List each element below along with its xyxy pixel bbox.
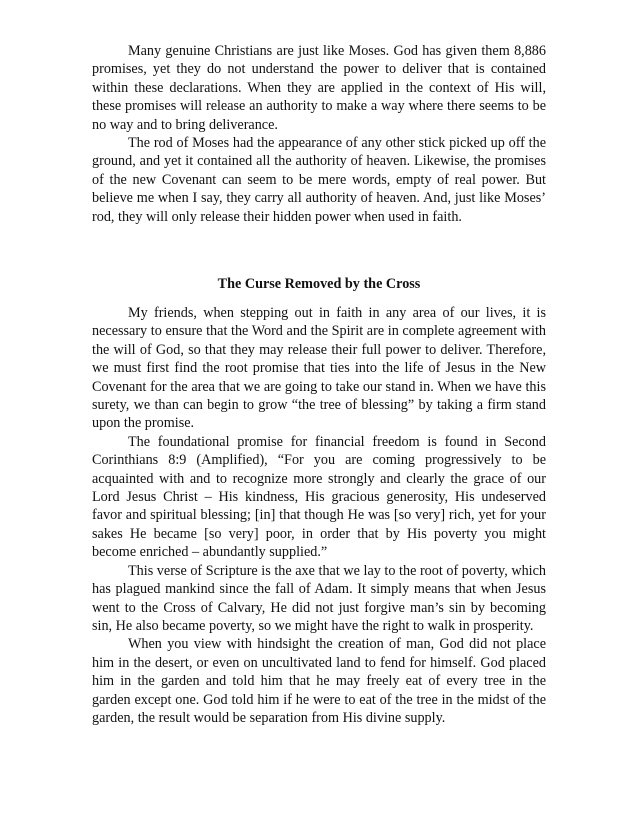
body-text-bottom	[92, 304, 546, 727]
paragraph: When you view with hindsight the creation of man, God did not place him in the desert, or even on uncultivated land to fend for himself. God placed him in the garden and told him that he may freely eat of every tree in the garden except one. God told him if he were to eat of the tree in the midst of the garden, the result would be separation from His divine supply.	[92, 636, 546, 726]
paragraph: The foundational promise for financial freedom is found in Second Corinthians 8:9 (Amplified), “For you are coming progressively to be acquainted with and to recognize more strongly and clearly the grace of our Lord Jesus Christ – His kindness, His gracious generosity, His undeserved favor and spiritual blessing; [in] that though He was [so very] rich, yet for your sakes He became [so very] poor, in order that by His poverty you might become enriched – abundantly supplied.”	[92, 433, 546, 561]
paragraph: This verse of Scripture is the axe that we lay to the root of poverty, which has plagued mankind since the fall of Adam. It simply means that when Jesus went to the Cross of Calvary, He did not just forgive man’s sin by becoming sin, He also became poverty, so we might have the right to walk in prosperity.	[92, 562, 546, 634]
paragraph: My friends, when stepping out in faith in any area of our lives, it is necessary to ensure that the Word and the Spirit are in complete agreement with the will of God, so that they may release their full power to deliver. Therefore, we must first find the root promise that ties into the life of Jesus in the New Covenant for the area that we are going to take our stand in. When we have this surety, we than can begin to grow “the tree of blessing” by taking a firm stand upon the promise.	[92, 305, 546, 432]
paragraph: The rod of Moses had the appearance of any other stick picked up off the ground, and yet it contained all the authority of heaven. Likewise, the promises of the new Covenant can seem to be mere words, empty of real power. But believe me when I say, they carry all authority of heaven. And, just like Moses’ rod, they will only release their hidden power when used in faith.	[92, 135, 546, 225]
paragraph: Many genuine Christians are just like Moses. God has given them 8,886 promises, yet they do not understand the power to deliver that is contained within these declarations. When they are applied in the context of His will, these promises will release an authority to make a way where there seems to be no way and to bring deliverance.	[92, 43, 546, 133]
section-heading: The Curse Removed by the Cross	[217, 276, 421, 292]
body-text-top	[92, 42, 546, 226]
